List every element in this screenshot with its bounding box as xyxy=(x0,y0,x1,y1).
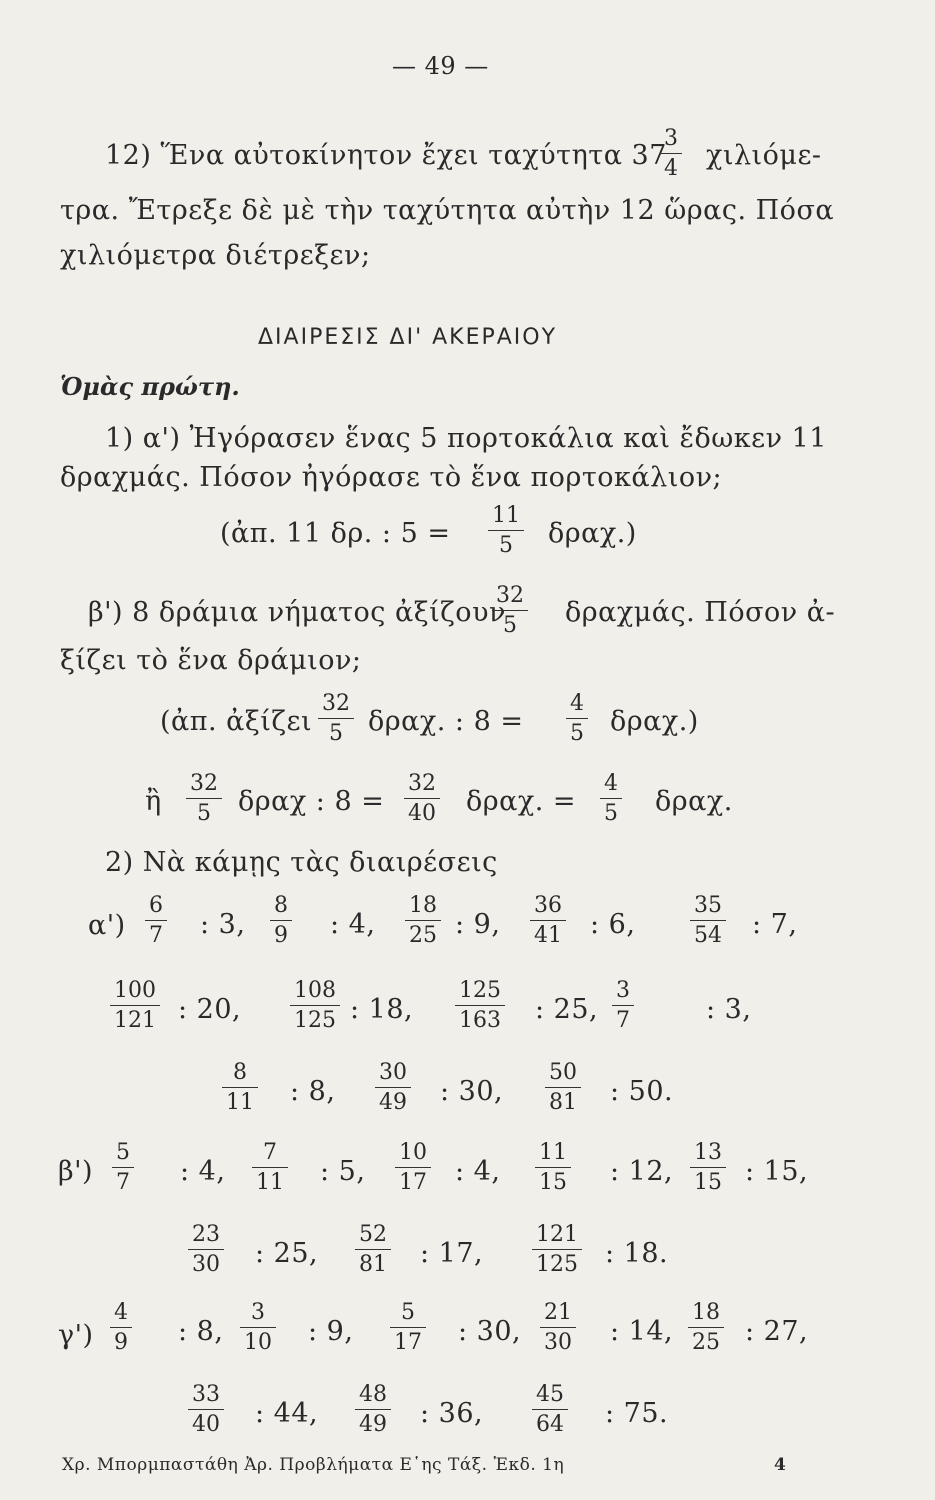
fraction xyxy=(270,895,292,947)
denominator: 15 xyxy=(694,1170,722,1195)
fraction: 32 5 xyxy=(318,693,354,745)
denominator: 41 xyxy=(534,923,562,948)
page-number: — 49 — xyxy=(392,52,489,80)
fraction xyxy=(688,1302,724,1354)
numerator: 8 xyxy=(233,1060,247,1085)
fraction xyxy=(252,1142,288,1194)
problem12-line2: τρα. Ἔτρεξε δὲ μὲ τὴν ταχύτητα αὐτὴν 12 ὥρας. Πόσα xyxy=(60,195,835,226)
answer-1b-mid: δραχ. : 8 = xyxy=(368,706,524,737)
answer-1a-end: δραχ.) xyxy=(548,518,637,549)
divisor: : 15, xyxy=(745,1156,809,1187)
divisor: : 17, xyxy=(420,1238,484,1269)
numerator: 6 xyxy=(149,893,163,918)
divisor: : 5, xyxy=(320,1156,366,1187)
denominator: 17 xyxy=(399,1170,427,1195)
denominator: 7 xyxy=(116,1170,130,1195)
denominator: 11 xyxy=(256,1170,284,1195)
or-mid1: δραχ : 8 = xyxy=(238,786,385,817)
numerator: 3 xyxy=(616,978,630,1003)
fraction xyxy=(355,1224,391,1276)
fraction xyxy=(405,895,441,947)
problem12-line1: 12) Ἕνα αὐτοκίνητον ἔχει ταχύτητα 37 xyxy=(105,140,667,171)
fraction: 11 5 xyxy=(488,505,524,557)
denominator: 64 xyxy=(536,1412,564,1437)
group-title: Ὁμὰς πρώτη. xyxy=(60,372,240,401)
denominator: 9 xyxy=(274,923,288,948)
numerator: 121 xyxy=(536,1222,578,1247)
numerator: 36 xyxy=(534,893,562,918)
numerator: 35 xyxy=(694,893,722,918)
divisor: : 30, xyxy=(458,1316,522,1347)
numerator: 33 xyxy=(192,1382,220,1407)
denominator: 11 xyxy=(226,1090,254,1115)
divisor: : 4, xyxy=(455,1156,501,1187)
fraction xyxy=(188,1224,224,1276)
problem2-title: 2) Νὰ κάμῃς τὰς διαιρέσεις xyxy=(105,847,498,878)
divisor: : 6, xyxy=(590,909,636,940)
denominator: 81 xyxy=(359,1252,387,1277)
footer-sheet-number: 4 xyxy=(774,1455,787,1475)
denominator: 9 xyxy=(114,1330,128,1355)
divisor: : 8, xyxy=(290,1076,336,1107)
numerator: 48 xyxy=(359,1382,387,1407)
problem1b-line2: ξίζει τὸ ἕνα δράμιον; xyxy=(60,645,362,676)
numerator: 108 xyxy=(294,978,336,1003)
divisor: : 3, xyxy=(200,909,246,940)
fraction xyxy=(110,980,160,1032)
problem12-line1-end: χιλιόμε- xyxy=(706,140,822,171)
numerator: 5 xyxy=(401,1300,415,1325)
fraction xyxy=(290,980,340,1032)
divisor: : 18. xyxy=(605,1238,669,1269)
fraction xyxy=(145,895,167,947)
numerator: 45 xyxy=(536,1382,564,1407)
divisor: : 18, xyxy=(350,994,414,1025)
fraction xyxy=(455,980,505,1032)
denominator: 7 xyxy=(616,1008,630,1033)
fraction xyxy=(612,980,634,1032)
numerator: 100 xyxy=(114,978,156,1003)
denominator: 54 xyxy=(694,923,722,948)
numerator: 125 xyxy=(459,978,501,1003)
divisor: : 9, xyxy=(455,909,501,940)
fraction: 3 4 xyxy=(660,128,682,180)
problem1b-line1: β') 8 δράμια νήματος ἀξίζουν xyxy=(88,597,506,628)
denominator: 49 xyxy=(379,1090,407,1115)
fraction xyxy=(532,1384,568,1436)
fraction xyxy=(532,1224,582,1276)
footer-text: Χρ. Μπορμπαστάθη Ἀρ. Προβλήματα Ε῾ης Τάξ. Ἐκδ. 1η xyxy=(62,1455,565,1475)
fraction: 32 5 xyxy=(492,585,528,637)
divisor: : 3, xyxy=(706,994,752,1025)
fraction xyxy=(390,1302,426,1354)
numerator: 18 xyxy=(692,1300,720,1325)
numerator: 50 xyxy=(549,1060,577,1085)
section-title: ΔΙΑΙΡΕΣΙΣ ΔΙ' ΑΚΕΡΑΙΟΥ xyxy=(258,325,558,350)
divisor: : 25, xyxy=(535,994,599,1025)
numerator: 30 xyxy=(379,1060,407,1085)
numerator: 7 xyxy=(263,1140,277,1165)
fraction: 4 5 xyxy=(566,693,588,745)
problem1b-line1-end: δραχμάς. Πόσον ἀ- xyxy=(565,597,836,628)
numerator: 8 xyxy=(274,893,288,918)
divisor: : 4, xyxy=(180,1156,226,1187)
group-c-label: γ') xyxy=(58,1320,94,1351)
problem1a-line2: δραχμάς. Πόσον ἠγόρασε τὸ ἕνα πορτοκάλιον; xyxy=(60,462,723,493)
fraction: 32 5 xyxy=(186,773,222,825)
numerator: 3 xyxy=(251,1300,265,1325)
answer-1a: (ἀπ. 11 δρ. : 5 = xyxy=(220,518,451,549)
divisor: : 12, xyxy=(610,1156,674,1187)
divisor: : 44, xyxy=(255,1398,319,1429)
problem12-line3: χιλιόμετρα διέτρεξεν; xyxy=(60,240,371,271)
fraction xyxy=(535,1142,571,1194)
divisor: : 75. xyxy=(605,1398,669,1429)
fraction xyxy=(112,1142,134,1194)
divisor: : 36, xyxy=(420,1398,484,1429)
fraction xyxy=(690,895,726,947)
group-b-label: β') xyxy=(58,1156,94,1187)
denominator: 7 xyxy=(149,923,163,948)
divisor: : 30, xyxy=(440,1076,504,1107)
fraction xyxy=(375,1062,411,1114)
answer-1b-end: δραχ.) xyxy=(610,706,699,737)
or-end: δραχ. xyxy=(655,786,733,817)
fraction xyxy=(545,1062,581,1114)
fraction xyxy=(395,1142,431,1194)
denominator: 25 xyxy=(409,923,437,948)
denominator: 17 xyxy=(394,1330,422,1355)
numerator: 52 xyxy=(359,1222,387,1247)
denominator: 121 xyxy=(114,1008,156,1033)
denominator: 30 xyxy=(192,1252,220,1277)
denominator: 30 xyxy=(544,1330,572,1355)
denominator: 163 xyxy=(459,1008,501,1033)
or-word: ἢ xyxy=(145,786,162,817)
divisor: : 9, xyxy=(308,1316,354,1347)
numerator: 5 xyxy=(116,1140,130,1165)
divisor: : 50. xyxy=(610,1076,674,1107)
denominator: 40 xyxy=(192,1412,220,1437)
divisor: : 20, xyxy=(178,994,242,1025)
answer-1b: (ἀπ. ἀξίζει xyxy=(160,706,313,737)
problem1a-line1: 1) α') Ἠγόρασεν ἕνας 5 πορτοκάλια καὶ ἔδωκεν 11 xyxy=(105,423,827,454)
fraction: 32 40 xyxy=(404,773,440,825)
denominator: 25 xyxy=(692,1330,720,1355)
fraction xyxy=(110,1302,132,1354)
denominator: 125 xyxy=(294,1008,336,1033)
fraction xyxy=(540,1302,576,1354)
group-a-label: α') xyxy=(88,910,126,941)
numerator: 4 xyxy=(114,1300,128,1325)
divisor: : 27, xyxy=(745,1316,809,1347)
fraction xyxy=(355,1384,391,1436)
divisor: : 14, xyxy=(610,1316,674,1347)
fraction: 4 5 xyxy=(600,773,622,825)
numerator: 21 xyxy=(544,1300,572,1325)
divisor: : 7, xyxy=(752,909,798,940)
fraction xyxy=(188,1384,224,1436)
denominator: 15 xyxy=(539,1170,567,1195)
numerator: 18 xyxy=(409,893,437,918)
numerator: 13 xyxy=(694,1140,722,1165)
denominator: 81 xyxy=(549,1090,577,1115)
divisor: : 25, xyxy=(255,1238,319,1269)
numerator: 23 xyxy=(192,1222,220,1247)
fraction xyxy=(530,895,566,947)
divisor: : 8, xyxy=(178,1316,224,1347)
fraction xyxy=(240,1302,276,1354)
numerator: 10 xyxy=(399,1140,427,1165)
numerator: 11 xyxy=(539,1140,567,1165)
denominator: 49 xyxy=(359,1412,387,1437)
denominator: 10 xyxy=(244,1330,272,1355)
denominator: 125 xyxy=(536,1252,578,1277)
or-mid2: δραχ. = xyxy=(466,786,577,817)
fraction xyxy=(690,1142,726,1194)
fraction xyxy=(222,1062,258,1114)
divisor: : 4, xyxy=(330,909,376,940)
